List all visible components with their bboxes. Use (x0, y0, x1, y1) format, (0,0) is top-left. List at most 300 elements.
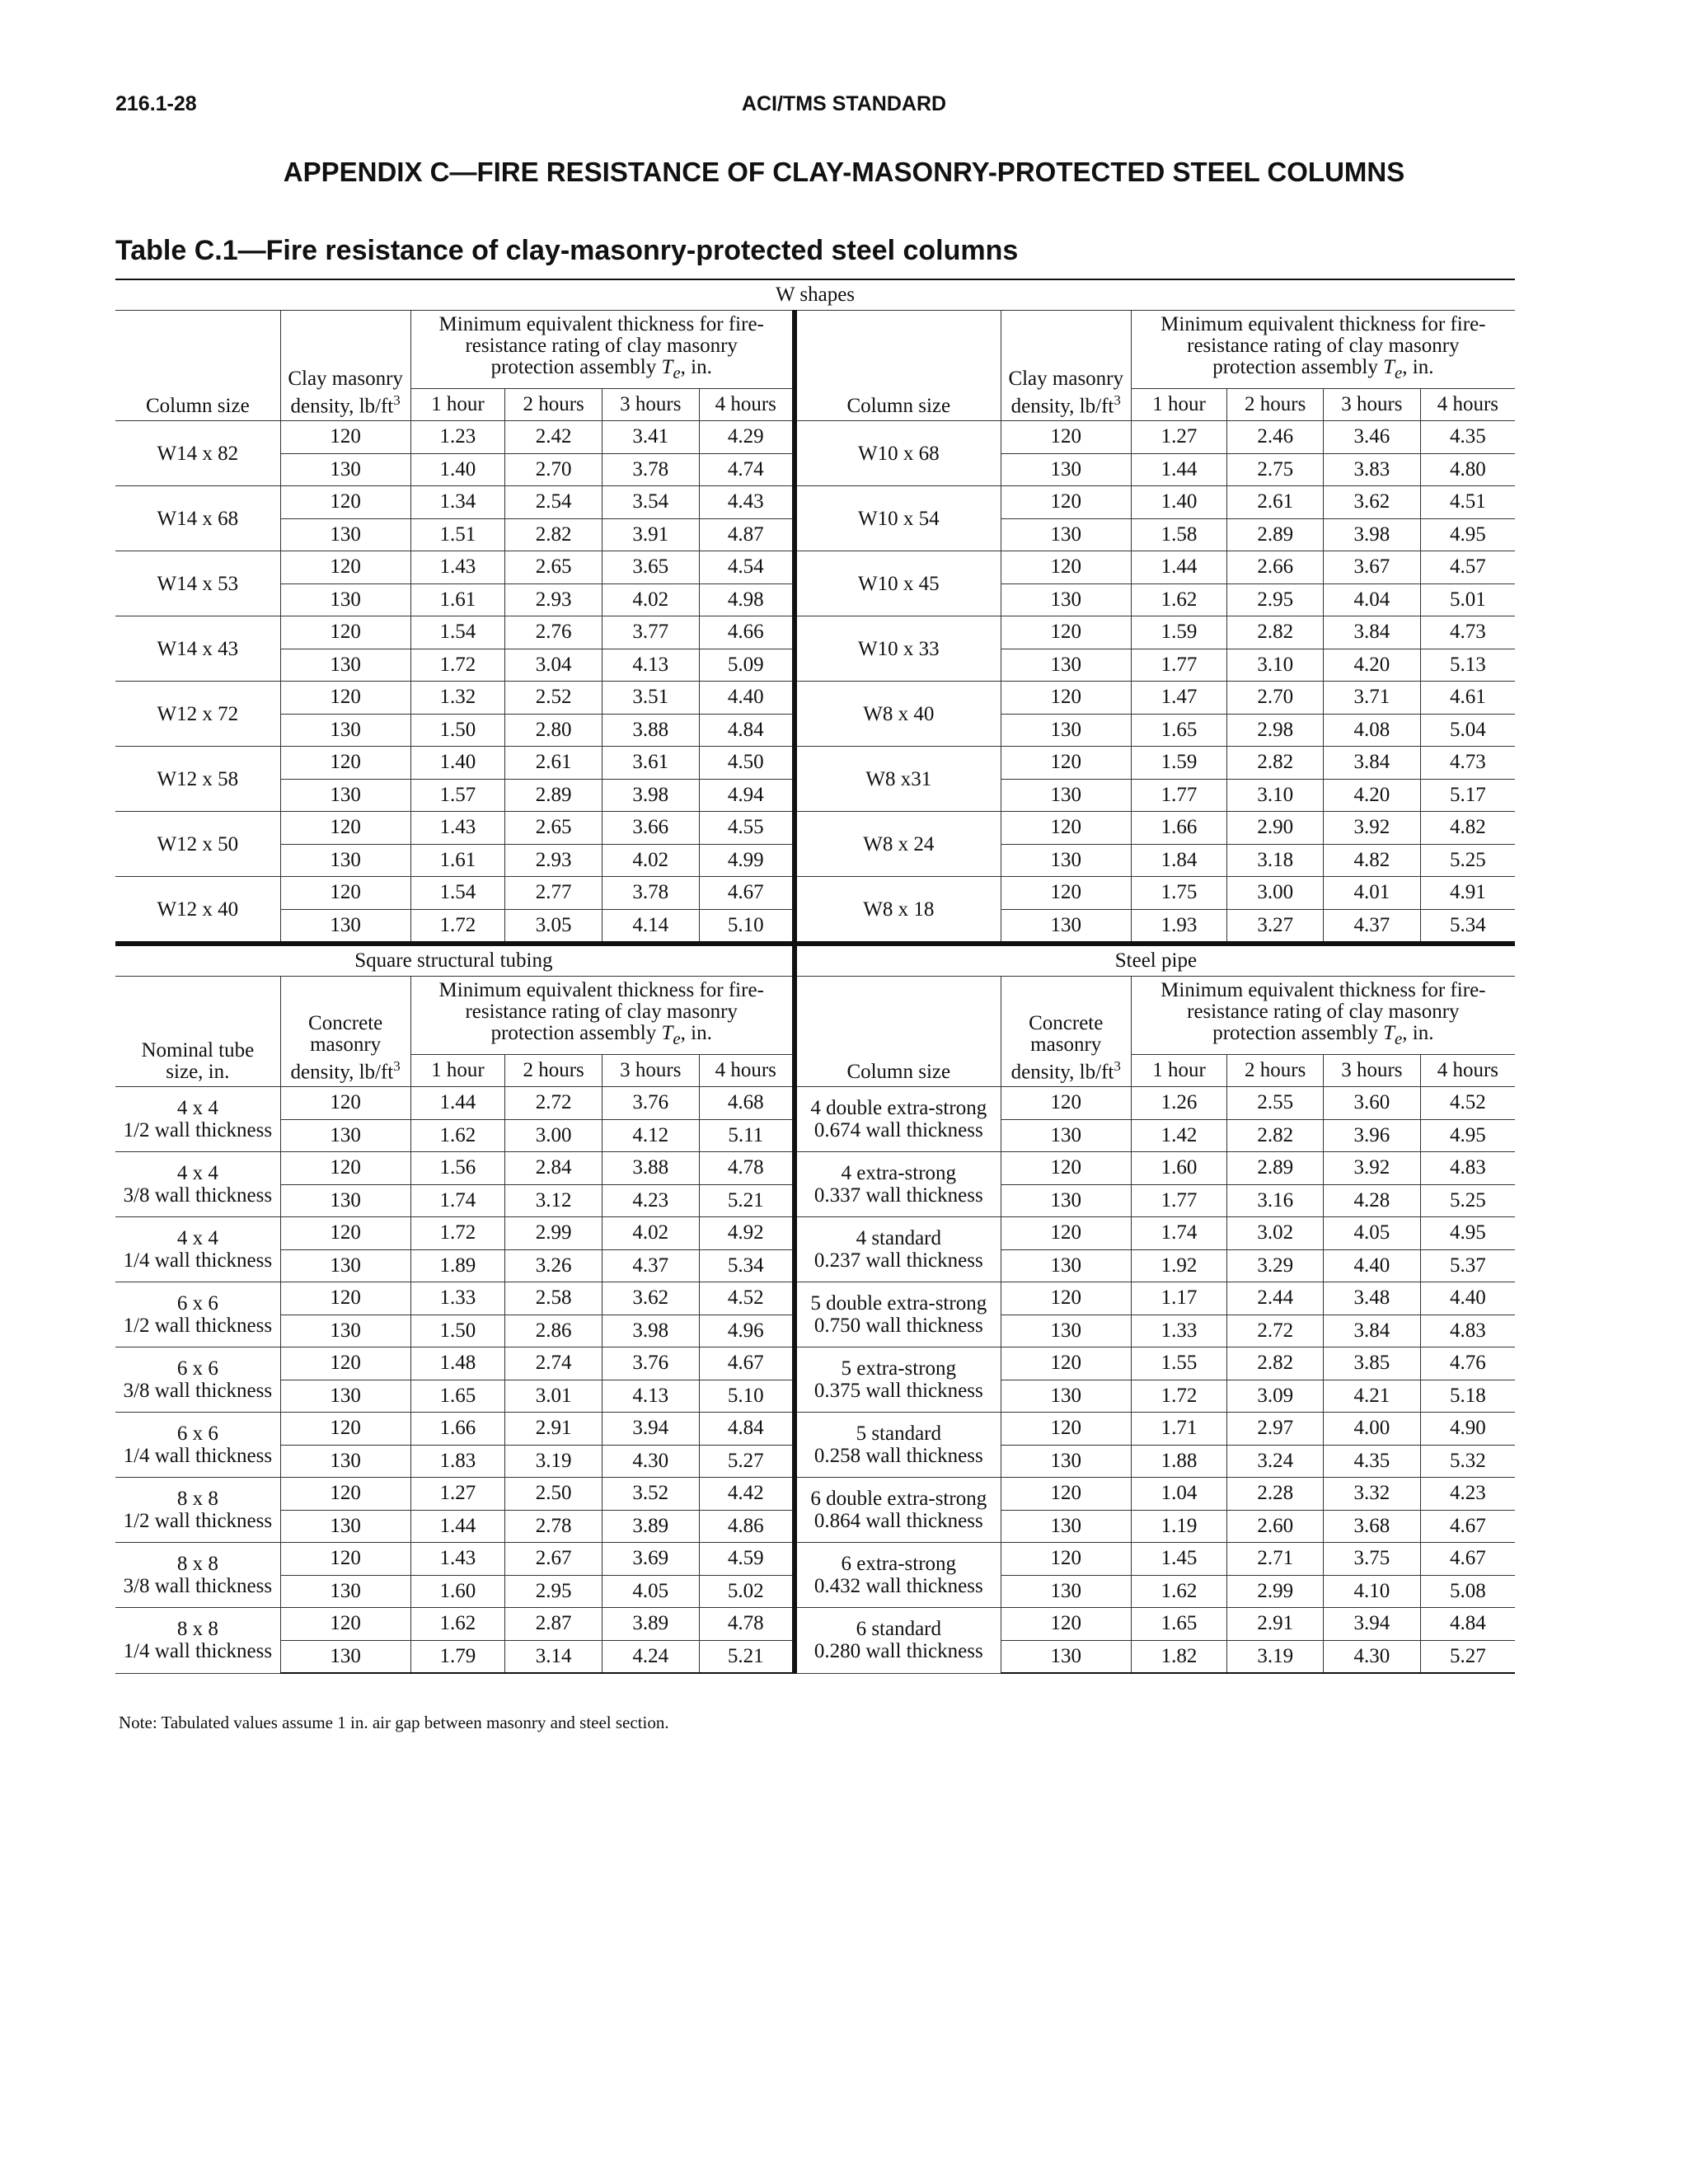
hours-header: 1 hour (410, 1055, 505, 1087)
thickness-value: 2.82 (1227, 1119, 1324, 1152)
thickness-value: 1.48 (410, 1347, 505, 1380)
table-title: Table C.1—Fire resistance of clay-masonry-protected steel columns (115, 235, 1019, 266)
table-row (115, 1087, 1515, 1120)
fire-resistance-table (115, 279, 1515, 1674)
thickness-value: 3.98 (602, 779, 699, 812)
density-cell: 130 (280, 909, 410, 944)
thickness-value: 2.80 (505, 714, 603, 747)
thickness-value: 2.95 (1227, 583, 1324, 616)
size-line-1: 6 extra-strong (841, 1553, 957, 1575)
density-label: Concrete (1029, 1011, 1104, 1034)
size-label: W8 x 18 (863, 898, 935, 921)
table-row (115, 616, 1515, 649)
density-cell: 130 (280, 779, 410, 812)
table-row (115, 1282, 1515, 1315)
table-row (115, 747, 1515, 780)
thickness-value: 1.33 (1131, 1315, 1227, 1347)
thickness-value: 2.72 (1227, 1315, 1324, 1347)
thickness-value: 5.10 (699, 1380, 795, 1413)
density-cell: 130 (280, 1119, 410, 1152)
thickness-value: 1.50 (410, 1315, 505, 1347)
thickness-value: 4.94 (699, 779, 795, 812)
size-line-2: 3/8 wall thickness (123, 1184, 273, 1207)
thickness-value: 1.04 (1131, 1478, 1227, 1511)
thickness-value: 3.32 (1324, 1478, 1421, 1511)
thickness-value: 4.02 (602, 583, 699, 616)
thickness-value: 3.01 (505, 1380, 603, 1413)
thickness-value: 4.78 (699, 1608, 795, 1641)
size-label: W14 x 43 (157, 637, 239, 660)
thickness-value: 4.37 (1324, 909, 1421, 944)
section-title: Steel pipe (795, 944, 1515, 977)
min-thickness-group-header (410, 977, 795, 1055)
thickness-value: 3.54 (602, 486, 699, 519)
size-line-2: 3/8 wall thickness (123, 1380, 273, 1402)
density-cell: 130 (1001, 909, 1131, 944)
table-row (115, 1478, 1515, 1511)
thickness-value: 2.97 (1227, 1413, 1324, 1446)
density-cell: 130 (280, 518, 410, 551)
thickness-value: 3.92 (1324, 1152, 1421, 1185)
column-size-header (795, 977, 1001, 1087)
density-exponent: 3 (393, 1057, 401, 1074)
thickness-value: 3.52 (602, 1478, 699, 1511)
thickness-value: 3.29 (1227, 1249, 1324, 1282)
density-header (280, 311, 410, 421)
thickness-value: 4.30 (602, 1445, 699, 1478)
column-size-cell (115, 1087, 280, 1152)
thickness-value: 3.62 (602, 1282, 699, 1315)
thickness-value: 4.42 (699, 1478, 795, 1511)
thickness-value: 1.59 (1131, 616, 1227, 649)
thickness-value: 4.84 (1420, 1608, 1515, 1641)
thickness-value: 3.14 (505, 1640, 603, 1673)
thickness-value: 1.33 (410, 1282, 505, 1315)
column-size-cell (115, 812, 280, 877)
thickness-value: 4.24 (602, 1640, 699, 1673)
thickness-value: 1.72 (410, 1217, 505, 1250)
column-size-cell (795, 1087, 1001, 1152)
column-size-label: Nominal tube (141, 1039, 255, 1062)
thickness-value: 2.89 (505, 779, 603, 812)
size-line-2: 0.864 wall thickness (814, 1510, 983, 1532)
thickness-value: 4.82 (1420, 812, 1515, 845)
hours-header: 1 hour (1131, 389, 1227, 421)
size-label: W8 x 24 (863, 832, 935, 855)
density-cell: 120 (1001, 1413, 1131, 1446)
thickness-value: 1.23 (410, 421, 505, 454)
density-unit: density, lb/ft (290, 1061, 394, 1083)
density-cell: 120 (1001, 1282, 1131, 1315)
density-cell: 130 (1001, 844, 1131, 877)
size-line-1: 4 x 4 (176, 1162, 218, 1184)
thickness-value: 4.52 (699, 1282, 795, 1315)
thickness-value: 4.29 (699, 421, 795, 454)
thickness-value: 2.42 (505, 421, 603, 454)
thickness-value: 1.55 (1131, 1347, 1227, 1380)
thickness-value: 4.96 (699, 1315, 795, 1347)
column-size-cell (795, 682, 1001, 747)
thickness-value: 4.82 (1324, 844, 1421, 877)
thickness-value: 1.40 (1131, 486, 1227, 519)
thickness-value: 3.84 (1324, 1315, 1421, 1347)
column-size-label: Column size (145, 395, 250, 417)
hours-header: 3 hours (1324, 1055, 1421, 1087)
column-size-header (115, 977, 280, 1087)
thickness-value: 4.37 (602, 1249, 699, 1282)
thickness-value: 5.25 (1420, 844, 1515, 877)
thickness-value: 5.34 (1420, 909, 1515, 944)
hours-header: 3 hours (602, 389, 699, 421)
min-thickness-group-header (410, 311, 795, 389)
thickness-value: 2.93 (505, 583, 603, 616)
density-cell: 130 (280, 1184, 410, 1217)
thickness-value: 4.21 (1324, 1380, 1421, 1413)
density-cell: 120 (1001, 682, 1131, 715)
thickness-value: 3.83 (1324, 453, 1421, 486)
group-header-text: Minimum equivalent thickness for fire-resistance rating of clay masonry protection assembly (438, 313, 764, 378)
thickness-value: 2.61 (1227, 486, 1324, 519)
thickness-value: 4.84 (699, 1413, 795, 1446)
density-cell: 120 (280, 1217, 410, 1250)
thickness-value: 1.19 (1131, 1510, 1227, 1543)
thickness-value: 3.18 (1227, 844, 1324, 877)
density-unit: density, lb/ft (1010, 1061, 1114, 1083)
thickness-value: 1.44 (410, 1510, 505, 1543)
column-size-cell (795, 616, 1001, 682)
density-cell: 130 (1001, 1119, 1131, 1152)
thickness-value: 5.02 (699, 1575, 795, 1608)
thickness-value: 4.40 (1324, 1249, 1421, 1282)
thickness-value: 5.10 (699, 909, 795, 944)
size-label: W10 x 54 (857, 507, 940, 530)
thickness-value: 4.23 (1420, 1478, 1515, 1511)
density-unit: density, lb/ft (1010, 395, 1114, 417)
density-cell: 130 (280, 583, 410, 616)
size-label: W10 x 45 (857, 572, 940, 595)
thickness-value: 4.28 (1324, 1184, 1421, 1217)
density-exponent: 3 (1114, 391, 1121, 408)
thickness-value: 4.10 (1324, 1575, 1421, 1608)
size-label: W12 x 40 (157, 898, 239, 921)
column-size-cell (115, 1543, 280, 1608)
density-label: Clay masonry (1008, 367, 1124, 390)
thickness-value: 5.21 (699, 1184, 795, 1217)
thickness-value: 4.61 (1420, 682, 1515, 715)
density-cell: 120 (1001, 616, 1131, 649)
thickness-value: 1.57 (410, 779, 505, 812)
thickness-value: 3.77 (602, 616, 699, 649)
density-cell: 120 (280, 747, 410, 780)
thickness-value: 1.43 (410, 812, 505, 845)
column-size-cell (795, 812, 1001, 877)
density-cell: 130 (280, 1380, 410, 1413)
thickness-value: 2.89 (1227, 518, 1324, 551)
thickness-value: 5.04 (1420, 714, 1515, 747)
thickness-value: 5.11 (699, 1119, 795, 1152)
thickness-value: 3.71 (1324, 682, 1421, 715)
thickness-value: 2.76 (505, 616, 603, 649)
thickness-value: 3.00 (505, 1119, 603, 1152)
size-label: W14 x 82 (157, 442, 239, 465)
thickness-value: 3.51 (602, 682, 699, 715)
size-line-2: 0.280 wall thickness (814, 1640, 983, 1663)
thickness-value: 1.77 (1131, 779, 1227, 812)
column-size-cell (795, 1543, 1001, 1608)
group-header-suffix: , in. (680, 356, 712, 378)
size-line-1: 5 extra-strong (841, 1357, 957, 1380)
hours-header: 3 hours (1324, 389, 1421, 421)
thickness-value: 3.76 (602, 1347, 699, 1380)
column-size-cell (795, 551, 1001, 616)
thickness-value: 1.82 (1131, 1640, 1227, 1673)
thickness-value: 4.67 (1420, 1510, 1515, 1543)
thickness-value: 3.84 (1324, 616, 1421, 649)
size-line-2: 0.674 wall thickness (814, 1119, 983, 1141)
size-line-2: 1/2 wall thickness (123, 1119, 273, 1141)
hours-header: 4 hours (699, 1055, 795, 1087)
thickness-value: 2.60 (1227, 1510, 1324, 1543)
size-line-1: 6 x 6 (176, 1292, 218, 1315)
thickness-value: 4.84 (699, 714, 795, 747)
density-cell: 130 (1001, 1249, 1131, 1282)
thickness-value: 1.88 (1131, 1445, 1227, 1478)
size-label: W14 x 53 (157, 572, 239, 595)
density-cell: 130 (280, 1315, 410, 1347)
column-size-cell (115, 1608, 280, 1674)
size-line-1: 5 double extra-strong (810, 1292, 987, 1315)
thickness-value: 5.27 (699, 1445, 795, 1478)
thickness-value: 3.41 (602, 421, 699, 454)
thickness-value: 2.52 (505, 682, 603, 715)
thickness-value: 1.62 (1131, 583, 1227, 616)
thickness-value: 2.89 (1227, 1152, 1324, 1185)
density-cell: 120 (280, 812, 410, 845)
thickness-value: 3.10 (1227, 649, 1324, 682)
thickness-value: 1.43 (410, 1543, 505, 1576)
density-header (1001, 311, 1131, 421)
density-cell: 130 (280, 714, 410, 747)
column-size-cell (795, 1217, 1001, 1282)
density-cell: 120 (280, 1543, 410, 1576)
hours-header: 3 hours (602, 1055, 699, 1087)
thickness-value: 5.17 (1420, 779, 1515, 812)
column-size-label: Column size (846, 1061, 951, 1083)
thickness-value: 2.74 (505, 1347, 603, 1380)
column-size-label: Column size (846, 395, 951, 417)
density-cell: 120 (1001, 812, 1131, 845)
thickness-value: 5.13 (1420, 649, 1515, 682)
density-cell: 130 (280, 453, 410, 486)
hours-header: 4 hours (699, 389, 795, 421)
thickness-value: 2.46 (1227, 421, 1324, 454)
thickness-value: 2.71 (1227, 1543, 1324, 1576)
thickness-value: 1.17 (1131, 1282, 1227, 1315)
thickness-value: 3.24 (1227, 1445, 1324, 1478)
density-header (280, 977, 410, 1087)
thickness-value: 3.98 (1324, 518, 1421, 551)
running-header: ACI/TMS STANDARD (741, 92, 947, 115)
thickness-value: 1.44 (1131, 551, 1227, 584)
column-size-cell (795, 1282, 1001, 1347)
section-title: W shapes (115, 279, 1515, 311)
thickness-value: 2.98 (1227, 714, 1324, 747)
size-line-1: 4 standard (856, 1227, 942, 1249)
density-cell: 130 (1001, 1445, 1131, 1478)
density-cell: 120 (1001, 1152, 1131, 1185)
thickness-value: 4.02 (602, 844, 699, 877)
density-label: Clay masonry (288, 367, 403, 390)
column-size-cell (115, 877, 280, 944)
density-cell: 130 (1001, 518, 1131, 551)
thickness-value: 4.05 (602, 1575, 699, 1608)
thickness-value: 5.01 (1420, 583, 1515, 616)
te-symbol: T (661, 356, 673, 378)
thickness-value: 1.65 (410, 1380, 505, 1413)
thickness-value: 1.62 (410, 1119, 505, 1152)
thickness-value: 4.05 (1324, 1217, 1421, 1250)
thickness-value: 2.61 (505, 747, 603, 780)
thickness-value: 4.01 (1324, 877, 1421, 910)
thickness-value: 4.78 (699, 1152, 795, 1185)
density-header (1001, 977, 1131, 1087)
thickness-value: 1.84 (1131, 844, 1227, 877)
density-cell: 130 (1001, 583, 1131, 616)
thickness-value: 1.71 (1131, 1413, 1227, 1446)
thickness-value: 4.50 (699, 747, 795, 780)
thickness-value: 4.66 (699, 616, 795, 649)
thickness-value: 3.04 (505, 649, 603, 682)
size-line-1: 6 x 6 (176, 1357, 218, 1380)
hours-header: 4 hours (1420, 1055, 1515, 1087)
density-cell: 120 (280, 682, 410, 715)
table-row (115, 1217, 1515, 1250)
thickness-value: 4.57 (1420, 551, 1515, 584)
density-cell: 120 (280, 616, 410, 649)
density-cell: 120 (1001, 421, 1131, 454)
column-size-cell (115, 747, 280, 812)
size-line-2: 0.337 wall thickness (814, 1184, 983, 1207)
density-cell: 120 (1001, 486, 1131, 519)
size-label: W12 x 58 (157, 767, 239, 790)
thickness-value: 5.09 (699, 649, 795, 682)
thickness-value: 1.83 (410, 1445, 505, 1478)
thickness-value: 4.83 (1420, 1315, 1515, 1347)
density-exponent: 3 (1114, 1057, 1121, 1074)
column-size-cell (115, 551, 280, 616)
density-cell: 120 (280, 1282, 410, 1315)
thickness-value: 2.84 (505, 1152, 603, 1185)
density-cell: 120 (280, 1152, 410, 1185)
size-line-2: 1/2 wall thickness (123, 1510, 273, 1532)
density-cell: 130 (1001, 714, 1131, 747)
density-cell: 130 (280, 844, 410, 877)
thickness-value: 1.40 (410, 747, 505, 780)
thickness-value: 1.75 (1131, 877, 1227, 910)
density-cell: 130 (280, 1575, 410, 1608)
thickness-value: 2.90 (1227, 812, 1324, 845)
column-size-cell (115, 421, 280, 486)
column-size-cell (115, 1152, 280, 1217)
density-label: masonry (310, 1033, 382, 1056)
thickness-value: 2.67 (505, 1543, 603, 1576)
thickness-value: 3.69 (602, 1543, 699, 1576)
thickness-value: 3.78 (602, 453, 699, 486)
group-header-text: Minimum equivalent thickness for fire-resistance rating of clay masonry protection assembly (438, 979, 764, 1044)
thickness-value: 2.65 (505, 551, 603, 584)
thickness-value: 5.37 (1420, 1249, 1515, 1282)
thickness-value: 4.40 (699, 682, 795, 715)
thickness-value: 4.90 (1420, 1413, 1515, 1446)
hours-header: 1 hour (1131, 1055, 1227, 1087)
column-size-cell (795, 486, 1001, 551)
thickness-value: 4.13 (602, 1380, 699, 1413)
thickness-value: 1.32 (410, 682, 505, 715)
density-cell: 130 (1001, 779, 1131, 812)
density-cell: 120 (280, 1478, 410, 1511)
thickness-value: 3.19 (1227, 1640, 1324, 1673)
thickness-value: 2.58 (505, 1282, 603, 1315)
thickness-value: 3.96 (1324, 1119, 1421, 1152)
thickness-value: 2.99 (505, 1217, 603, 1250)
thickness-value: 3.91 (602, 518, 699, 551)
thickness-value: 1.43 (410, 551, 505, 584)
column-size-label: size, in. (166, 1061, 230, 1083)
density-cell: 130 (280, 1510, 410, 1543)
column-size-cell (795, 877, 1001, 944)
hours-header: 2 hours (505, 1055, 603, 1087)
thickness-value: 4.67 (1420, 1543, 1515, 1576)
thickness-value: 4.13 (602, 649, 699, 682)
column-size-cell (795, 421, 1001, 486)
thickness-value: 3.09 (1227, 1380, 1324, 1413)
thickness-value: 2.82 (1227, 616, 1324, 649)
thickness-value: 3.60 (1324, 1087, 1421, 1120)
thickness-value: 3.02 (1227, 1217, 1324, 1250)
size-line-2: 0.258 wall thickness (814, 1445, 983, 1467)
thickness-value: 2.82 (505, 518, 603, 551)
thickness-value: 2.54 (505, 486, 603, 519)
thickness-value: 4.52 (1420, 1087, 1515, 1120)
thickness-value: 2.93 (505, 844, 603, 877)
thickness-value: 3.26 (505, 1249, 603, 1282)
density-exponent: 3 (393, 391, 401, 408)
thickness-value: 1.72 (410, 909, 505, 944)
thickness-value: 4.14 (602, 909, 699, 944)
thickness-value: 2.87 (505, 1608, 603, 1641)
size-line-2: 1/4 wall thickness (123, 1249, 273, 1272)
density-cell: 130 (1001, 1575, 1131, 1608)
group-header-suffix: , in. (1402, 356, 1434, 378)
thickness-value: 4.43 (699, 486, 795, 519)
density-cell: 120 (280, 1347, 410, 1380)
size-line-1: 4 extra-strong (841, 1162, 957, 1184)
column-size-cell (115, 616, 280, 682)
thickness-value: 4.86 (699, 1510, 795, 1543)
thickness-value: 1.42 (1131, 1119, 1227, 1152)
te-symbol: T (1383, 1022, 1395, 1044)
thickness-value: 2.78 (505, 1510, 603, 1543)
thickness-value: 4.95 (1420, 1119, 1515, 1152)
thickness-value: 1.66 (410, 1413, 505, 1446)
density-cell: 120 (280, 486, 410, 519)
thickness-value: 3.61 (602, 747, 699, 780)
thickness-value: 1.89 (410, 1249, 505, 1282)
thickness-value: 2.50 (505, 1478, 603, 1511)
thickness-value: 1.65 (1131, 714, 1227, 747)
group-header-text: Minimum equivalent thickness for fire-resistance rating of clay masonry protection assembly (1160, 313, 1486, 378)
size-line-1: 4 x 4 (176, 1097, 218, 1119)
